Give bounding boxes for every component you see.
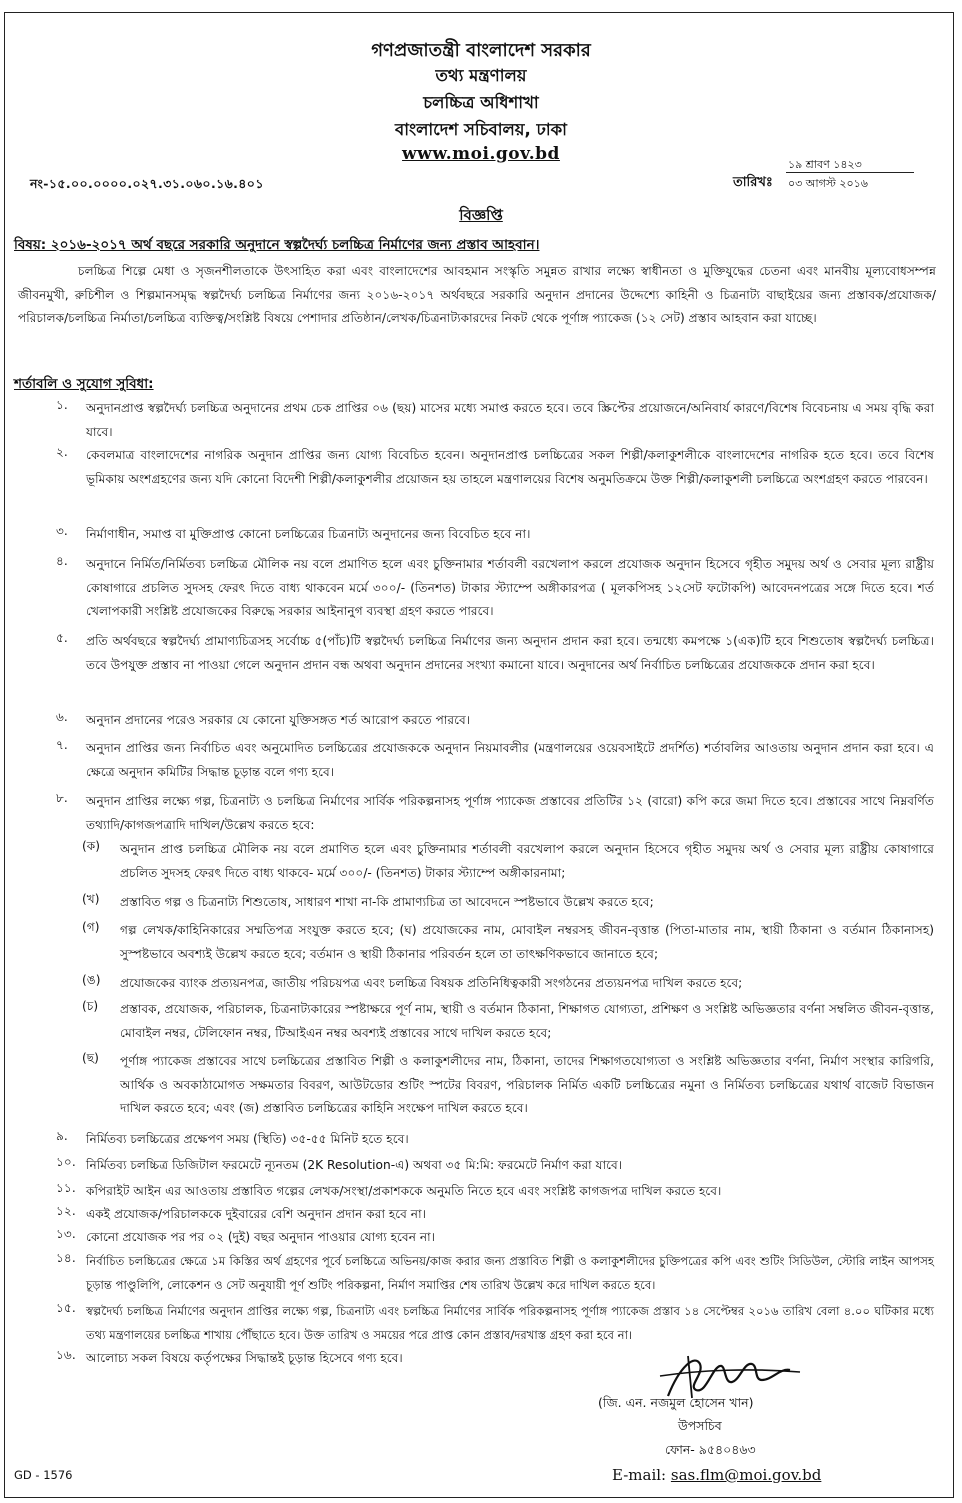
item-number: ১. (56, 398, 68, 412)
email-label: E-mail: (612, 1466, 667, 1484)
signatory-designation: উপসচিব (678, 1418, 722, 1433)
item-number: ১৪. (56, 1251, 76, 1265)
subitem-label: (খ) (82, 892, 100, 906)
signatory-name: (জি. এন. নজমুল হোসেন খান) (598, 1395, 754, 1410)
terms-heading: শর্তাবলি ও সুযোগ সুবিধা: (14, 376, 154, 392)
list-item: অনুদান প্রাপ্তির জন্য নির্বাচিত এবং অনুমোদিত চলচ্চিত্রের প্রযোজককে অনুদান নিয়মাবলীর (মন্ত্রণালয়ের ওয়েবসাইটে প্রদর্শিত) শর্তাবলির আওতায় অনুদান প্রদান করা হবে। এ ক্ষেত্রে অনুদান কমিটির সিদ্ধান্ত চূড়ান্ত বলে গণ্য হবে। (86, 741, 934, 779)
list-item: কেবলমাত্র বাংলাদেশের নাগরিক অনুদান প্রাপ্তির জন্য যোগ্য বিবেচিত হবেন। অনুদানপ্রাপ্ত চলচ্চিত্রের সকল শিল্পী/কলাকুশলীকে বাংলাদেশের নাগরিক হতে হবে। তবে বিশেষ ভূমিকায় অংশগ্রহণের জন্য যদি কোনো বিদেশী শিল্পী/কলাকুশলীর প্রয়োজন হয় তাহলে মন্ত্রণালয়ের বিশেষ অনুমতিক্রমে উক্ত শিল্পী/কলাকুশলী চলচ্চিত্রে অংশগ্রহণ করতে পারবেন। (86, 448, 934, 486)
item-number: ৮. (56, 791, 68, 805)
subitem: প্রযোজকের ব্যাংক প্রত্যয়নপত্র, জাতীয় পরিচয়পত্র এবং চলচ্চিত্র বিষয়ক প্রতিনিধিত্বকারী সংগঠনের প্রত্যয়নপত্র দাখিল করতে হবে; (120, 976, 743, 990)
item-number: ১৩. (56, 1227, 76, 1241)
list-item: অনুদানে নির্মিত/নির্মিতব্য চলচ্চিত্র মৌলিক নয় বলে প্রমাণিত হলে এবং চুক্তিনামার শর্তাবলী বরখেলাপ করলে প্রযোজক অনুদান হিসেবে গৃহীত সমুদয় অর্থ ও সেবার মূল্য রাষ্ট্রীয় কোষাগারে প্রচলিত সুদসহ ফেরৎ দিতে বাধ্য থাকবেন মর্মে ৩০০/- (তিনশত) টাকার স্ট্যাম্পে অঙ্গীকারপত্র ( মূলকপিসহ ১২সেট ফটোকপি) আবেদনপত্রের সঙ্গে দিতে হবে। শর্ত খেলাপকারী সংশ্লিষ্ট প্রযোজকের বিরুদ্ধে সরকার আইনানুগ ব্যবস্থা গ্রহণ করতে পারবে। (86, 557, 934, 618)
list-item: প্রতি অর্থবছরে স্বল্পদৈর্ঘ্য প্রামাণ্যচিত্রসহ সর্বোচ্চ ৫(পাঁচ)টি স্বল্পদৈর্ঘ্য চলচ্চিত্র নির্মাণের জন্য অনুদান প্রদান করা হবে। তন্মধ্যে কমপক্ষে ১(এক)টি হবে শিশুতোষ স্বল্পদৈর্ঘ্য চলচ্চিত্র। তবে উপযুক্ত প্রস্তাব না পাওয়া গেলে অনুদান প্রদান বন্ধ অথবা অনুদান প্রদানের সংখ্যা কমানো যাবে। অনুদানের অর্থ নির্বাচিত চলচ্চিত্রের প্রযোজককে প্রদান করা হবে। (86, 634, 934, 672)
list-item: অনুদানপ্রাপ্ত স্বল্পদৈর্ঘ্য চলচ্চিত্র অনুদানের প্রথম চেক প্রাপ্তির ০৬ (ছয়) মাসের মধ্যে সমাপ্ত করতে হবে। তবে স্ক্রিপ্টের প্রয়োজনে/অনিবার্য কারণে/বিশেষ বিবেচনায় এ সময় বৃদ্ধি করা যাবে। (86, 401, 934, 439)
subitem-label: (গ) (82, 920, 100, 934)
subitem-label: (চ) (82, 999, 99, 1013)
date-block (733, 150, 923, 198)
item-number: ১২. (56, 1204, 76, 1218)
intro-paragraph: চলচ্চিত্র শিল্পে মেধা ও সৃজনশীলতাকে উৎসাহিত করা এবং বাংলাদেশের আবহমান সংস্কৃতি সমুন্নত রাখার লক্ষ্যে স্বাধীনতা ও মুক্তিযুদ্ধের চেতনা এবং মানবীয় মূল্যবোধসম্পন্ন জীবনমুখী, রুচিশীল ও শিল্পমানসমৃদ্ধ স্বল্পদৈর্ঘ্য চলচ্চিত্র নির্মাণের জন্য ২০১৬-২০১৭ অর্থবছরে সরকারি অনুদান প্রদানের উদ্দেশ্যে কাহিনী ও চিত্রনাট্য বাছাইয়ের জন্য প্রস্তাবক/প্রযোজক/পরিচালক/চলচ্চিত্র নির্মাতা/চলচ্চিত্র ব্যক্তিত্ব/সংশ্লিষ্ট বিষয়ে পেশাদার প্রতিষ্ঠান/লেখক/চিত্রনাট্যকারদের নিকট থেকে পূর্ণাঙ্গ প্যাকেজ (১২ সেট) প্রস্তাব আহবান করা যাচ্ছে। (18, 264, 936, 325)
list-item: আলোচ্য সকল বিষয়ে কর্তৃপক্ষের সিদ্ধান্তই চূড়ান্ত হিসেবে গণ্য হবে। (86, 1351, 403, 1365)
list-item: নির্বাচিত চলচ্চিত্রের ক্ষেত্রে ১ম কিস্তির অর্থ গ্রহণের পূর্বে চলচ্চিত্রে অভিনয়/কাজ করার জন্য প্রস্তাবিত শিল্পী ও কলাকুশলীদের চুক্তিপত্রের কপি এবং শুটিং সিডিউল, স্টোরি লাইন আপসহ চূড়ান্ত পাণ্ডুলিপি, লোকেশন ও সেট অনুযায়ী পূর্ণ শুটিং পরিকল্পনা, নির্মাণ সমাপ্তির শেষ তারিখ উল্লেখ করে দাখিল করতে হবে। (86, 1254, 934, 1292)
list-item: কপিরাইট আইন এর আওতায় প্রস্তাবিত গল্পের লেখক/সংস্থা/প্রকাশককে অনুমতি নিতে হবে এবং সংশ্লিষ্ট কাগজপত্র দাখিল করতে হবে। (86, 1184, 722, 1198)
list-item: নির্মাণাধীন, সমাপ্ত বা মুক্তিপ্রাপ্ত কোনো চলচ্চিত্রের চিত্রনাট্য অনুদানের জন্য বিবেচিত হবে না। (86, 527, 531, 541)
subitem: অনুদান প্রাপ্ত চলচ্চিত্র মৌলিক নয় বলে প্রমাণিত হলে এবং চুক্তিনামার শর্তাবলী বরখেলাপ করলে অনুদান হিসেবে গৃহীত সমুদয় অর্থ ও সেবার মূল্য রাষ্ট্রীয় কোষাগারে প্রচলিত সুদসহ ফেরৎ দিতে বাধ্য থাকবে- মর্মে ৩০০/- (তিনশত) টাকার স্ট্যাম্পে অঙ্গীকারনামা; (120, 842, 934, 880)
item-number: ৬. (56, 710, 68, 724)
item-number: ৩. (56, 524, 68, 538)
item-number: ১৬. (56, 1348, 76, 1362)
document-code: GD - 1576 (14, 1468, 73, 1482)
date-label: তারিখঃ (733, 175, 773, 190)
item-number: ১০. (56, 1155, 76, 1169)
list-item: অনুদান প্রাপ্তির লক্ষ্যে গল্প, চিত্রনাট্য ও চলচ্চিত্র নির্মাণের সার্বিক পরিকল্পনাসহ পূর্ণাঙ্গ প্যাকেজ প্রস্তাবের প্রতিটির ১২ (বারো) কপি করে জমা দিতে হবে। প্রস্তাবের সাথে নিম্নবর্ণিত তথ্যাদি/কাগজপত্রাদি দাখিল/উল্লেখ করতে হবে: (86, 794, 934, 832)
department-name: চলচ্চিত্র অধিশাখা (423, 93, 539, 112)
subitem: প্রস্তাবক, প্রযোজক, পরিচালক, চিত্রনাট্যকারের স্পষ্টাক্ষরে পূর্ণ নাম, স্থায়ী ও বর্তমান ঠিকানা, শিক্ষাগত যোগ্যতা, প্রশিক্ষণ ও সংশ্লিষ্ট অভিজ্ঞতার বর্ণনা সম্বলিত জীবন-বৃত্তান্ত, মোবাইল নম্বর, টেলিফোন নম্বর, টিআইএন নম্বর অবশ্যই প্রস্তাবের সাথে দাখিল করতে হবে; (120, 1002, 934, 1040)
date-bangla: ১৯ শ্রাবণ ১৪২৩ (788, 158, 862, 171)
item-number: ৭. (56, 738, 68, 752)
list-item: নির্মিতব্য চলচ্চিত্রের প্রক্ষেপণ সময় (স্থিতি) ৩৫-৫৫ মিনিট হতে হবে। (86, 1132, 409, 1146)
email-address-link[interactable]: sas.flm@moi.gov.bd (670, 1466, 822, 1484)
list-item: একই প্রযোজক/পরিচালককে দুইবারের বেশি অনুদান প্রদান করা হবে না। (86, 1207, 426, 1221)
item-number: ১৫. (56, 1301, 76, 1315)
date-divider (786, 172, 914, 173)
subitem-label: (ঙ) (82, 973, 101, 987)
item-number: ২. (56, 445, 68, 459)
subject-line: বিষয়: ২০১৬-২০১৭ অর্থ বছরে সরকারি অনুদানে স্বল্পদৈর্ঘ্য চলচ্চিত্র নির্মাণের জন্য প্রস্তাব আহবান। (14, 237, 540, 253)
memo-number: নং-১৫.০০.০০০০.০২৭.৩১.০৬০.১৬.৪০১ (30, 176, 264, 191)
subitem: গল্প লেখক/কাহিনিকারের সম্মতিপত্র সংযুক্ত করতে হবে; (ঘ) প্রযোজকের নাম, মোবাইল নম্বরসহ জীবন-বৃত্তান্ত (পিতা-মাতার নাম, স্থায়ী ঠিকানা ও বর্তমান ঠিকানাসহ) সুস্পষ্টভাবে অবশ্যই উল্লেখ করতে হবে; বর্তমান ও স্থায়ী ঠিকানার পরিবর্তন হলে তা তাৎক্ষণিকভাবে জানাতে হবে; (120, 923, 934, 961)
signatory-phone: ফোন- ৯৫৪০৪৬৩ (665, 1442, 756, 1457)
list-item: স্বল্পদৈর্ঘ্য চলচ্চিত্র নির্মাণের অনুদান প্রাপ্তির লক্ষ্যে গল্প, চিত্রনাট্য এবং চলচ্চিত্র নির্মাণের সার্বিক পরিকল্পনাসহ পূর্ণাঙ্গ প্যাকেজ প্রস্তাব ১৪ সেপ্টেম্বর ২০১৬ তারিখ বেলা ৪.০০ ঘটিকার মধ্যে তথ্য মন্ত্রণালয়ের চলচ্চিত্র শাখায় পৌঁছাতে হবে। উক্ত তারিখ ও সময়ের পরে প্রাপ্ত কোন প্রস্তাব/দরখাস্ত গ্রহণ করা হবে না। (86, 1304, 935, 1342)
item-number: ১১. (56, 1181, 76, 1195)
website-link[interactable]: www.moi.gov.bd (402, 144, 560, 164)
email-line (612, 1466, 821, 1484)
notice-title: বিজ্ঞপ্তি (459, 206, 503, 224)
list-item: নির্মিতব্য চলচ্চিত্র ডিজিটাল ফরমেটে ন্যূনতম (2K Resolution-এ) অথবা ৩৫ মি:মি: ফরমেটে নির্মাণ করা যাবে। (86, 1158, 623, 1172)
date-english: ০৩ আগস্ট ২০১৬ (788, 177, 868, 190)
subitem-label: (ছ) (82, 1051, 99, 1065)
item-number: ৫. (56, 631, 68, 645)
item-number: ৪. (56, 554, 68, 568)
office-location: বাংলাদেশ সচিবালয়, ঢাকা (395, 120, 567, 139)
list-item: অনুদান প্রদানের পরেও সরকার যে কোনো যুক্তিসঙ্গত শর্ত আরোপ করতে পারবে। (86, 713, 471, 727)
ministry-name: তথ্য মন্ত্রণালয় (435, 66, 527, 85)
govt-name: গণপ্রজাতন্ত্রী বাংলাদেশ সরকার (371, 40, 591, 61)
subitem: পূর্ণাঙ্গ প্যাকেজ প্রস্তাবের সাথে চলচ্চিত্রের প্রস্তাবিত শিল্পী ও কলাকুশলীদের নাম, ঠিকানা, তাদের শিক্ষাগতযোগ্যতা ও সংশ্লিষ্ট অভিজ্ঞতার বর্ণনা, নির্মাণ সংস্থার কারিগরি, আর্থিক ও অবকাঠামোগত সক্ষমতার বিবরণ, আউটডোর শুটিং স্পটের বিবরণ, পরিচালক নির্মিত একটি চলচ্চিত্রের নমুনা ও নির্মিতব্য চলচ্চিত্রের যথার্থ বাজেট বিভাজন দাখিল করতে হবে; এবং (জ) প্রস্তাবিত চলচ্চিত্রের কাহিনি সংক্ষেপ দাখিল করতে হবে। (120, 1054, 934, 1115)
item-number: ৯. (56, 1129, 68, 1143)
subitem-label: (ক) (82, 839, 101, 853)
list-item: কোনো প্রযোজক পর পর ০২ (দুই) বছর অনুদান পাওয়ার যোগ্য হবেন না। (86, 1230, 436, 1244)
subitem: প্রস্তাবিত গল্প ও চিত্রনাট্য শিশুতোষ, সাধারণ শাখা না-কি প্রামাণ্যচিত্র তা আবেদনে স্পষ্টভাবে উল্লেখ করতে হবে; (120, 895, 654, 909)
